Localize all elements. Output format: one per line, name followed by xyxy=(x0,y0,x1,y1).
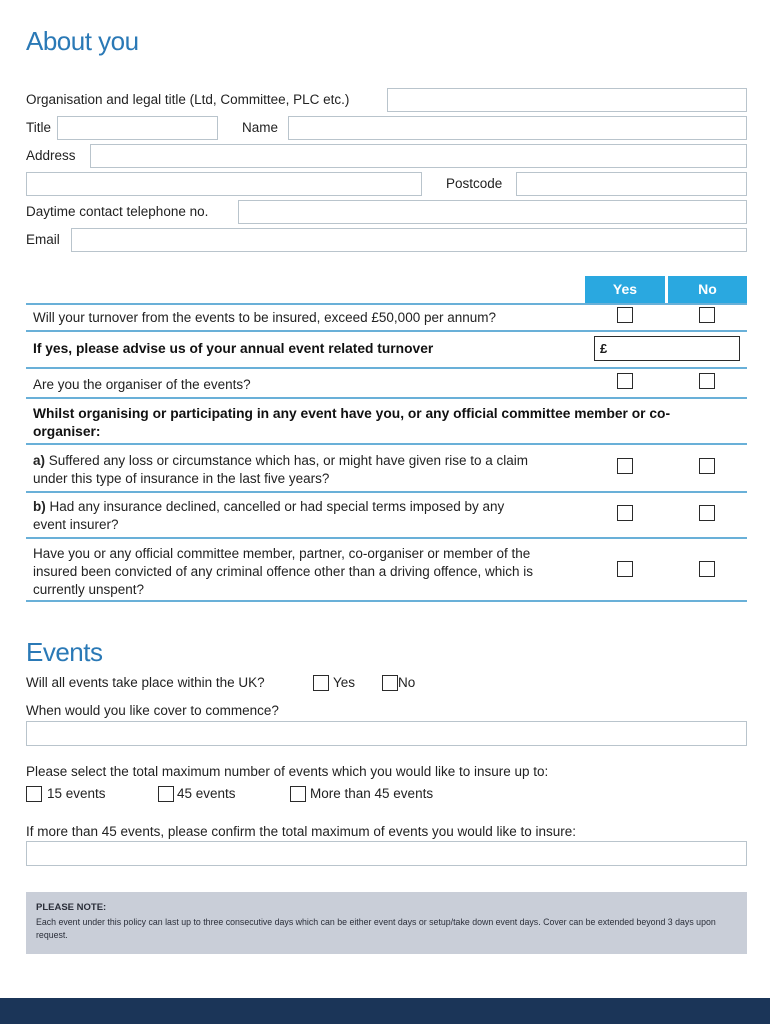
about-heading: About you xyxy=(26,26,139,56)
divider xyxy=(26,491,747,493)
organisation-input[interactable] xyxy=(387,88,747,112)
commence-input[interactable] xyxy=(26,721,747,746)
option-more-checkbox[interactable] xyxy=(290,786,306,802)
turnover-amount-input[interactable] xyxy=(594,336,740,361)
phone-input[interactable] xyxy=(238,200,747,224)
divider xyxy=(26,367,747,369)
option-15-label: 15 events xyxy=(47,786,106,801)
turnover-yes-checkbox[interactable] xyxy=(617,307,633,323)
turnover-followup-label: If yes, please advise us of your annual event related turnover xyxy=(33,341,434,356)
organiser-yes-checkbox[interactable] xyxy=(617,373,633,389)
note-title: PLEASE NOTE: xyxy=(36,902,107,913)
name-input[interactable] xyxy=(288,116,747,140)
declined-no-checkbox[interactable] xyxy=(699,505,715,521)
organiser-no-checkbox[interactable] xyxy=(699,373,715,389)
max-events-input[interactable] xyxy=(26,841,747,866)
email-label: Email xyxy=(26,232,60,247)
option-more-label: More than 45 events xyxy=(310,786,434,801)
yes-column-header: Yes xyxy=(585,276,665,303)
footer-bar xyxy=(0,998,770,1024)
max-events-question: Please select the total maximum number of events which you would like to insure up to: xyxy=(26,764,549,779)
option-45-label: 45 events xyxy=(177,786,236,801)
note-box xyxy=(26,892,747,954)
postcode-label: Postcode xyxy=(446,176,503,191)
question-b-text: Had any insurance declined, cancelled or had special terms imposed by any event insurer? xyxy=(33,499,505,532)
question-b xyxy=(33,498,533,534)
uk-question: Will all events take place within the UK? xyxy=(26,675,265,690)
turnover-no-checkbox[interactable] xyxy=(699,307,715,323)
question-turnover: Will your turnover from the events to be insured, exceed £50,000 per annum? xyxy=(33,310,497,325)
question-intro: Whilst organising or participating in any event have you, or any official committee member or co-organiser: xyxy=(33,406,671,439)
note-body: Each event under this policy can last up to three consecutive days which can be either event days or setup/take down event days. Cover can be extended beyond 3 days upon request. xyxy=(36,917,716,940)
divider xyxy=(26,303,747,305)
commence-question: When would you like cover to commence? xyxy=(26,703,279,718)
address-input-line1[interactable] xyxy=(90,144,747,168)
loss-no-checkbox[interactable] xyxy=(699,458,715,474)
address-label: Address xyxy=(26,148,76,163)
divider xyxy=(26,330,747,332)
title-label: Title xyxy=(26,120,52,135)
more-than-question: If more than 45 events, please confirm the total maximum of events you would like to insure: xyxy=(26,824,577,839)
question-a xyxy=(33,452,533,488)
events-heading: Events xyxy=(26,637,103,667)
divider xyxy=(26,600,747,602)
loss-yes-checkbox[interactable] xyxy=(617,458,633,474)
no-column-header: No xyxy=(668,276,747,303)
declined-yes-checkbox[interactable] xyxy=(617,505,633,521)
option-15-checkbox[interactable] xyxy=(26,786,42,802)
phone-label: Daytime contact telephone no. xyxy=(26,204,209,219)
title-input[interactable] xyxy=(57,116,218,140)
divider xyxy=(26,397,747,399)
question-convicted: Have you or any official committee member, partner, co-organiser or member of the insured been convicted of any criminal offence other than a driving offence, which is currently unspent? xyxy=(33,546,534,597)
uk-yes-label: Yes xyxy=(333,675,356,690)
organisation-label: Organisation and legal title (Ltd, Committee, PLC etc.) xyxy=(26,92,350,107)
divider xyxy=(26,443,747,445)
uk-no-label: No xyxy=(398,675,416,690)
question-a-prefix: a) xyxy=(33,453,46,468)
postcode-input[interactable] xyxy=(516,172,747,196)
option-45-checkbox[interactable] xyxy=(158,786,174,802)
convicted-no-checkbox[interactable] xyxy=(699,561,715,577)
address-input-line2[interactable] xyxy=(26,172,422,196)
email-input[interactable] xyxy=(71,228,747,252)
uk-no-checkbox[interactable] xyxy=(382,675,398,691)
convicted-yes-checkbox[interactable] xyxy=(617,561,633,577)
currency-symbol: £ xyxy=(600,341,608,356)
question-a-text: Suffered any loss or circumstance which has, or might have given rise to a claim under this type of insurance in the last five years? xyxy=(33,453,528,486)
question-organiser: Are you the organiser of the events? xyxy=(33,377,251,392)
divider xyxy=(26,537,747,539)
question-b-prefix: b) xyxy=(33,499,46,514)
uk-yes-checkbox[interactable] xyxy=(313,675,329,691)
name-label: Name xyxy=(242,120,279,135)
